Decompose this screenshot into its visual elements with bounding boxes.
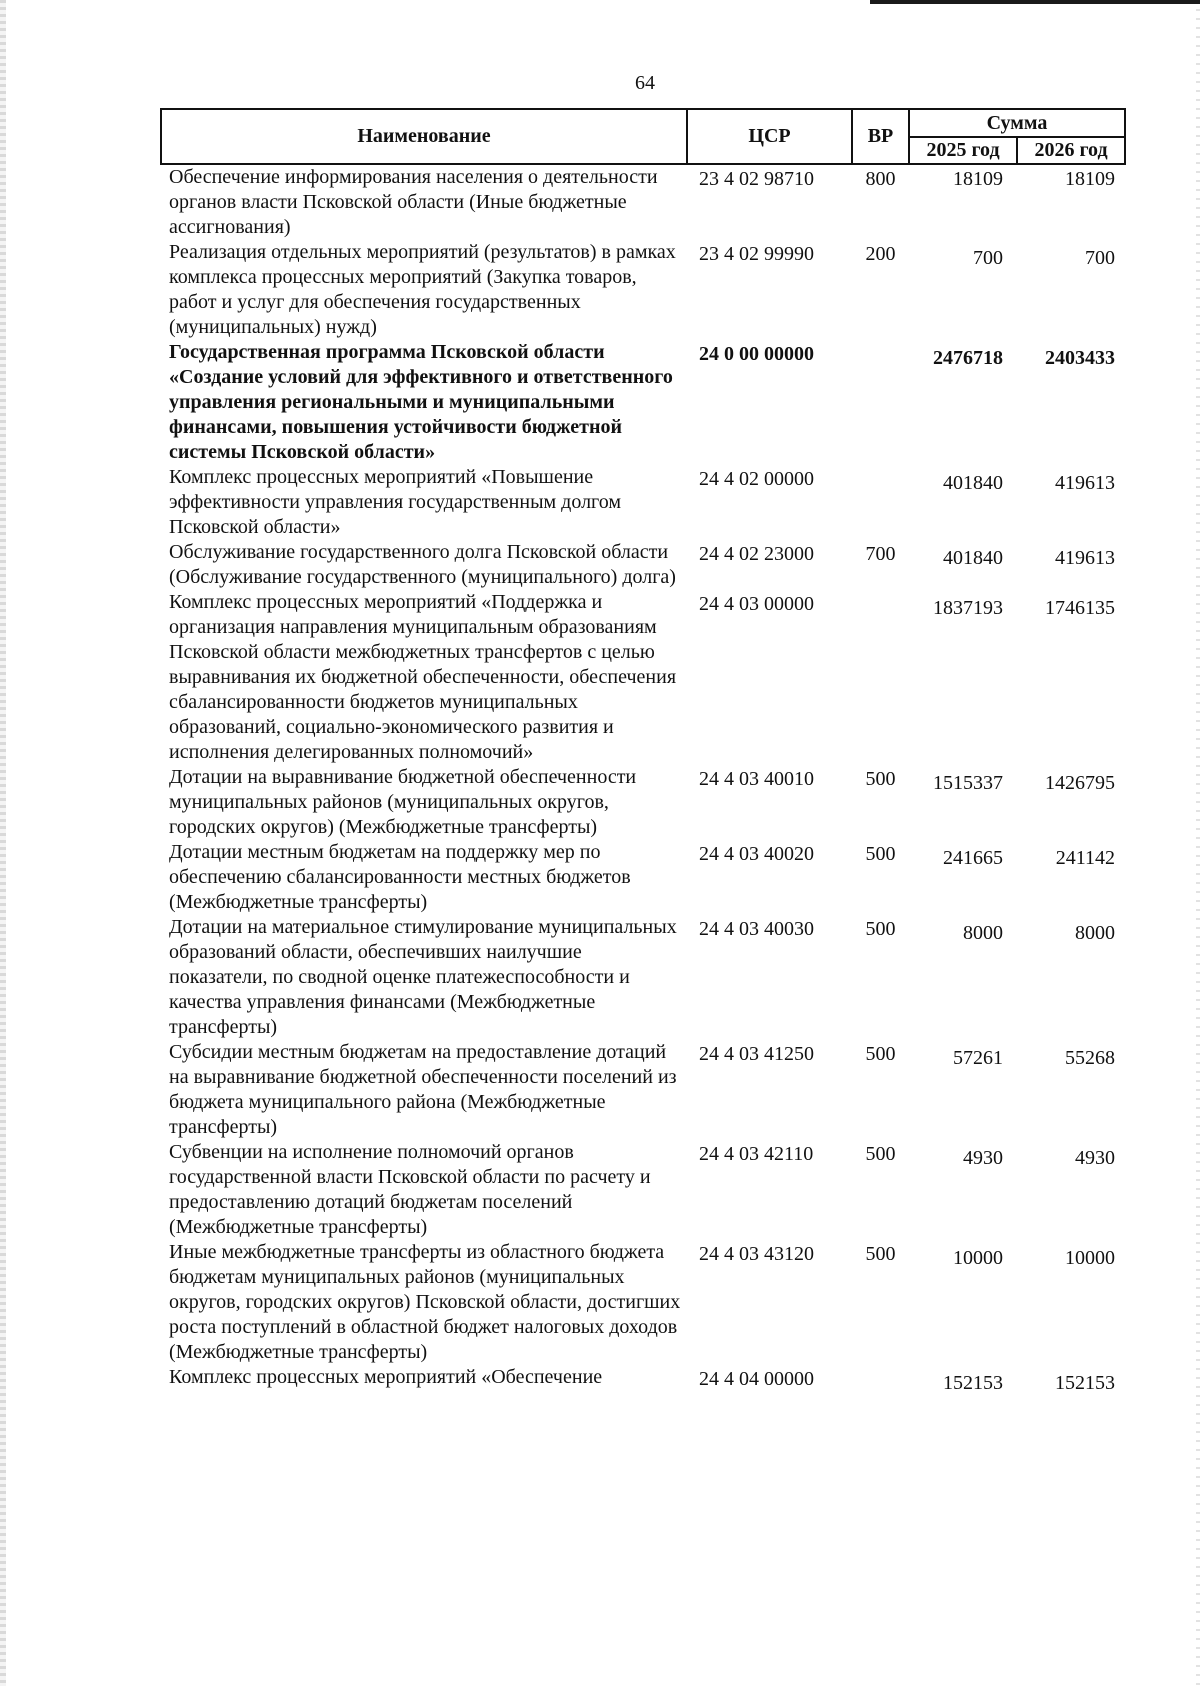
table-row [161,1040,1125,1140]
row-2025-cell: 700 [973,247,1003,269]
row-csr-cell: 24 4 03 40010 [699,768,814,790]
table-row [161,1365,1125,1396]
table-row [161,240,1125,340]
row-csr-cell: 23 4 02 99990 [699,243,814,265]
row-csr-cell: 24 4 04 00000 [699,1368,814,1390]
row-csr-cell: 24 4 03 42110 [699,1143,814,1165]
row-csr-cell: 24 4 03 40030 [699,918,814,940]
row-2025-cell: 10000 [953,1247,1003,1269]
row-csr-cell: 23 4 02 98710 [699,168,814,190]
row-2025-cell: 2476718 [933,347,1003,369]
scan-edge-left [0,0,6,1686]
table-row [161,765,1125,840]
table-row [161,590,1125,765]
row-vr-cell: 500 [865,768,896,790]
row-csr-cell: 24 4 03 41250 [699,1043,814,1065]
row-vr-cell: 200 [865,243,896,265]
row-2026-cell: 700 [1085,247,1116,269]
header-year-2025: 2025 год [909,137,1017,164]
row-vr-cell: 500 [865,843,896,865]
row-vr-cell: 500 [865,918,896,940]
row-2026-cell: 1746135 [1045,597,1116,619]
row-name-cell: Дотации на выравнивание бюджетной обеспеченности муниципальных районов (муниципальных округов, городских округов) (Межбюджетные трансферты) [169,766,637,838]
row-name-cell: Реализация отдельных мероприятий (результатов) в рамках комплекса процессных мероприятий (Закупка товаров, работ и услуг для обеспечения государственных (муниципальных) нужд) [169,241,676,338]
row-name-cell: Субсидии местным бюджетам на предоставление дотаций на выравнивание бюджетной обеспеченности поселений из бюджета муниципального района (Межбюджетные трансферты) [169,1041,677,1138]
row-2026-cell: 1426795 [1045,772,1116,794]
row-2025-cell: 18109 [953,168,1003,190]
row-csr-cell: 24 4 03 00000 [699,593,814,615]
table-row [161,840,1125,915]
row-vr-cell: 500 [865,1043,896,1065]
row-2026-cell: 10000 [1065,1247,1116,1269]
row-2025-cell: 401840 [943,547,1003,569]
row-csr-cell: 24 4 03 40020 [699,843,814,865]
table-row [161,915,1125,1040]
row-2025-cell: 4930 [963,1147,1003,1169]
row-2026-cell: 4930 [1075,1147,1116,1169]
row-2025-cell: 1837193 [933,597,1003,619]
row-name-cell: Комплекс процессных мероприятий «Повышение эффективности управления государственным долгом Псковской области» [169,466,622,538]
row-2025-cell: 401840 [943,472,1003,494]
table-row [161,540,1125,590]
row-csr-cell: 24 4 03 43120 [699,1243,814,1265]
row-name-cell: Государственная программа Псковской области «Создание условий для эффективного и ответственного управления региональными и муниципальными финансами, повышения устойчивости бюджетной системы Псковской области» [169,341,673,463]
table-body [161,164,1125,1396]
row-name-cell: Обеспечение информирования населения о деятельности органов власти Псковской области (Иные бюджетные ассигнования) [169,166,658,238]
row-2026-cell: 241142 [1055,847,1116,869]
row-vr-cell: 500 [865,1143,896,1165]
row-name-cell: Иные межбюджетные трансферты из областного бюджета бюджетам муниципальных районов (муниципальных округов, городских округов) Псковской области, достигших роста поступлений в областной бюджет налоговых доходов (Межбюджетные трансферты) [169,1241,681,1363]
scan-top-bar [870,0,1200,4]
row-name-cell: Комплекс процессных мероприятий «Поддержка и организация направления муниципальным образованиям Псковской области межбюджетных трансфертов с целью выравнивания их бюджетной обеспеченности, обеспечения сбалансированности бюджетов муниципальных образований, социально-экономического развития и исполнения делегированных полномочий» [169,591,677,763]
header-sum: Сумма [909,109,1125,137]
row-2026-cell: 2403433 [1045,347,1116,369]
table-row [161,1140,1125,1240]
row-2026-cell: 8000 [1075,922,1116,944]
page-number: 64 [635,72,655,94]
row-2026-cell: 419613 [1055,547,1116,569]
row-vr-cell: 700 [865,543,896,565]
row-name-cell: Дотации местным бюджетам на поддержку мер по обеспечению сбалансированности местных бюджетов (Межбюджетные трансферты) [169,841,631,913]
table-row [161,1240,1125,1365]
header-csr: ЦСР [687,109,852,164]
row-2026-cell: 419613 [1055,472,1116,494]
header-name: Наименование [161,109,687,164]
row-vr-cell [852,465,909,540]
row-vr-cell: 500 [865,1243,896,1265]
row-2025-cell: 152153 [943,1372,1003,1394]
row-csr-cell: 24 0 00 00000 [699,343,814,365]
budget-table [160,108,1126,1396]
table-row [161,164,1125,240]
row-vr-cell [852,1365,909,1396]
header-vr: ВР [852,109,909,164]
row-name-cell: Обслуживание государственного долга Псковской области (Обслуживание государственного (муниципального) долга) [169,541,676,588]
row-2026-cell: 18109 [1065,168,1116,190]
row-2025-cell: 1515337 [933,772,1003,794]
row-2025-cell: 241665 [943,847,1003,869]
row-2026-cell: 55268 [1065,1047,1116,1069]
table-row [161,465,1125,540]
row-csr-cell: 24 4 02 23000 [699,543,814,565]
row-name-cell: Комплекс процессных мероприятий «Обеспечение [169,1366,603,1388]
row-2026-cell: 152153 [1055,1372,1116,1394]
header-year-2026: 2026 год [1017,137,1125,164]
row-name-cell: Дотации на материальное стимулирование муниципальных образований области, обеспечивших наилучшие показатели, по сводной оценке платежеспособности и качества управления финансами (Межбюджетные трансферты) [169,916,677,1038]
row-vr-cell [852,340,909,465]
row-vr-cell: 800 [865,168,896,190]
row-2025-cell: 57261 [953,1047,1003,1069]
row-csr-cell: 24 4 02 00000 [699,468,814,490]
scan-edge-right [1196,0,1200,1686]
row-2025-cell: 8000 [963,922,1003,944]
row-name-cell: Субвенции на исполнение полномочий органов государственной власти Псковской области по расчету и предоставлению дотаций бюджетам поселений (Межбюджетные трансферты) [169,1141,651,1238]
table-row [161,340,1125,465]
table-header [161,109,1125,164]
row-vr-cell [852,590,909,765]
